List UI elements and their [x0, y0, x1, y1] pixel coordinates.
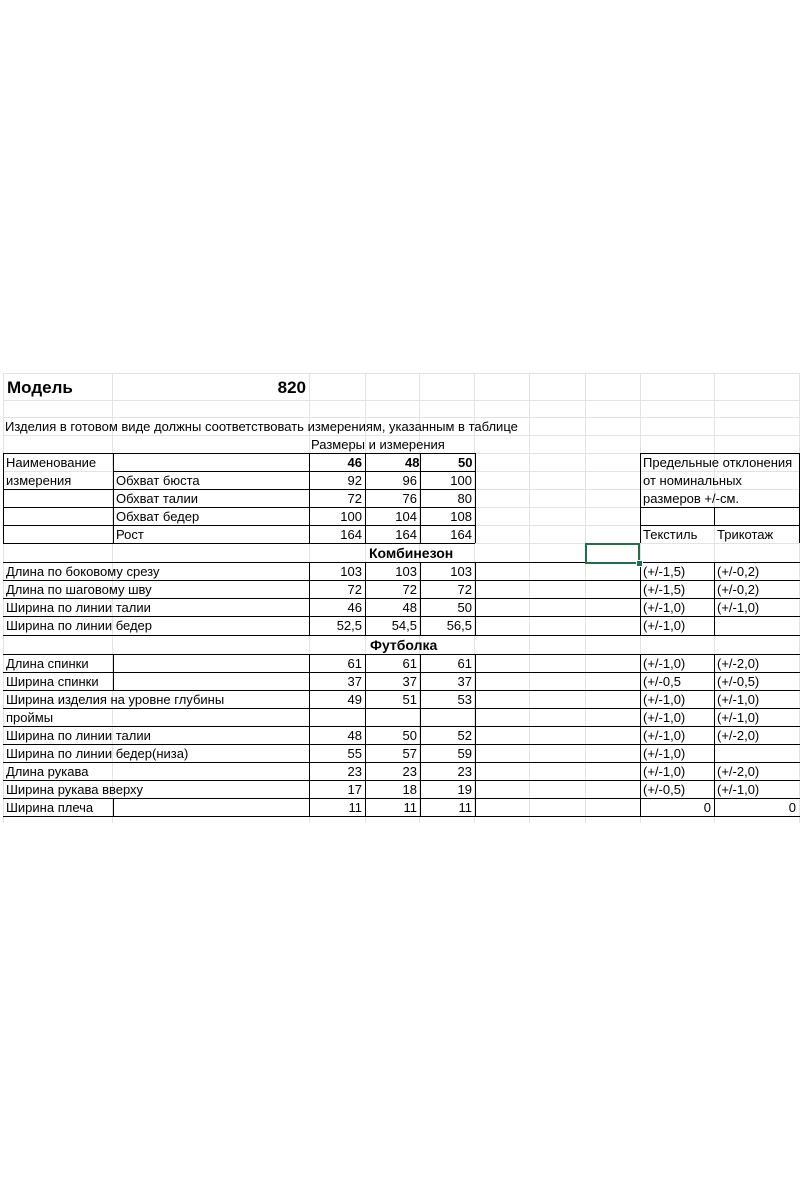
cell-border [113, 798, 114, 816]
textile-tolerance: (+/-0,5 [643, 674, 681, 689]
cell-border [420, 654, 421, 816]
requirements-note: Изделия в готовом виде должны соответствовать измерениям, указанным в таблице [5, 419, 518, 434]
cell-border [309, 654, 310, 816]
measure-label: Рост [116, 527, 144, 542]
knit-tolerance: (+/-1,0) [717, 600, 760, 615]
knit-tolerance: (+/-0,2) [717, 582, 760, 597]
jumpsuit-value: 103 [395, 564, 417, 579]
jumpsuit-value: 72 [402, 582, 417, 597]
cell-border [3, 690, 800, 691]
measure-value: 72 [347, 491, 362, 506]
tshirt-value: 11 [348, 800, 362, 815]
model-number: 820 [277, 378, 306, 397]
tshirt-value: 37 [347, 674, 362, 689]
jumpsuit-title: Комбинезон [369, 545, 454, 561]
cell-border [3, 580, 800, 581]
textile-tolerance: (+/-1,0) [643, 618, 686, 633]
name-header-line1: Наименование [6, 455, 97, 470]
cell-border [309, 453, 310, 543]
tshirt-value: 11 [458, 800, 472, 815]
jumpsuit-value: 103 [340, 564, 362, 579]
knit-header: Трикотаж [717, 527, 774, 542]
jumpsuit-value: 48 [402, 600, 417, 615]
jumpsuit-value: 52,5 [336, 618, 362, 633]
measure-value: 108 [450, 509, 472, 524]
cell-border [365, 453, 366, 543]
measure-value: 164 [340, 527, 362, 542]
cell-border [3, 654, 800, 655]
cell-border [3, 525, 475, 526]
measure-value: 100 [340, 509, 362, 524]
tshirt-value: 23 [347, 764, 362, 779]
cell-border [113, 654, 114, 690]
cell-border [309, 562, 310, 635]
cell-border [714, 507, 715, 525]
measure-value: 92 [347, 473, 362, 488]
measure-value: 76 [402, 491, 417, 506]
cell-border [640, 453, 799, 454]
size-50: 50 [458, 455, 473, 470]
jumpsuit-value: 46 [347, 600, 362, 615]
measure-value: 96 [402, 473, 417, 488]
cell-border [640, 654, 641, 816]
gridline [3, 400, 800, 401]
textile-tolerance: (+/-0,5) [643, 782, 686, 797]
jumpsuit-value: 54,5 [391, 618, 417, 633]
knit-tolerance: (+/-0,5) [717, 674, 760, 689]
gridline [3, 417, 800, 418]
tshirt-value: 50 [402, 728, 417, 743]
knit-tolerance: (+/-1,0) [717, 692, 760, 707]
fill-handle[interactable] [636, 560, 643, 567]
cell-border [3, 816, 800, 817]
jumpsuit-value: 72 [457, 582, 472, 597]
tolerance-line2: от номинальных [643, 473, 742, 488]
jumpsuit-value: 56,5 [446, 618, 472, 633]
tshirt-value: 59 [457, 746, 472, 761]
tshirt-value: 61 [347, 656, 362, 671]
cell-border [3, 453, 4, 543]
jumpsuit-value: 103 [450, 564, 472, 579]
tshirt-value: 55 [347, 746, 362, 761]
cell-border [640, 562, 641, 635]
measure-label: Обхват бедер [116, 509, 200, 524]
textile-tolerance: (+/-1,0) [643, 600, 686, 615]
measure-value: 104 [395, 509, 417, 524]
tshirt-value: 23 [457, 764, 472, 779]
knit-tolerance: (+/-2,0) [717, 728, 760, 743]
cell-border [640, 525, 799, 526]
jumpsuit-value: 72 [347, 582, 362, 597]
spreadsheet-grid[interactable] [3, 373, 800, 823]
tshirt-value: 52 [457, 728, 472, 743]
cell-border [3, 616, 800, 617]
cell-border [3, 708, 800, 709]
measure-value: 164 [395, 527, 417, 542]
tshirt-value: 18 [402, 782, 417, 797]
tshirt-row-label: Ширина рукава вверху [6, 782, 144, 797]
cell-border [3, 798, 800, 799]
cell-border [420, 562, 421, 635]
tshirt-value: 57 [402, 746, 417, 761]
cell-border [3, 562, 800, 563]
knit-tolerance: (+/-2,0) [717, 656, 760, 671]
cell-border [3, 489, 475, 490]
tshirt-value: 37 [402, 674, 417, 689]
cell-border [3, 726, 800, 727]
textile-tolerance: (+/-1,0) [643, 656, 686, 671]
cell-border [365, 654, 366, 816]
selected-cell[interactable] [585, 543, 640, 564]
cell-border [113, 453, 114, 543]
cell-border [475, 562, 476, 635]
cell-border [475, 453, 476, 543]
textile-tolerance: (+/-1,0) [643, 746, 686, 761]
cell-border [640, 507, 799, 508]
tshirt-value: 61 [402, 656, 417, 671]
tshirt-row-label: Длина рукава [6, 764, 89, 779]
tshirt-value: 53 [457, 692, 472, 707]
gridline [3, 435, 800, 436]
tshirt-row-label: Ширина изделия на уровне глубины [6, 692, 225, 707]
textile-tolerance: (+/-1,5) [643, 582, 686, 597]
model-label: Модель [7, 378, 73, 397]
cell-border [420, 453, 421, 543]
cell-border [3, 543, 475, 544]
jumpsuit-row-label: Длина по боковому срезу [6, 564, 160, 579]
textile-tolerance: (+/-1,5) [643, 564, 686, 579]
tshirt-value: 23 [402, 764, 417, 779]
cell-border [3, 672, 800, 673]
gridline [3, 373, 800, 374]
tshirt-value: 61 [457, 656, 472, 671]
cell-border [714, 654, 715, 816]
textile-tolerance: (+/-1,0) [643, 728, 686, 743]
textile-tolerance: (+/-1,0) [643, 764, 686, 779]
cell-border [3, 598, 800, 599]
measure-value: 164 [450, 527, 472, 542]
textile-tolerance: (+/-1,0) [643, 692, 686, 707]
cell-border [640, 453, 641, 543]
size-48: 48 [405, 455, 420, 470]
jumpsuit-row-label: Ширина по линии бедер [6, 618, 153, 633]
cell-border [3, 635, 800, 636]
tshirt-value: 48 [347, 728, 362, 743]
jumpsuit-row-label: Длина по шаговому шву [6, 582, 152, 597]
tolerance-line1: Предельные отклонения [643, 455, 793, 470]
cell-border [3, 507, 475, 508]
tolerance-line3: размеров +/-см. [643, 491, 740, 506]
cell-border [3, 762, 800, 763]
tshirt-value: 51 [402, 692, 417, 707]
jumpsuit-row-label: Ширина по линии талии [6, 600, 151, 615]
measure-label: Обхват бюста [116, 473, 200, 488]
tshirt-row-label: проймы [6, 710, 54, 725]
knit-tolerance: 0 [788, 800, 796, 815]
textile-header: Текстиль [643, 527, 698, 542]
measure-label: Обхват талии [116, 491, 199, 506]
tshirt-value: 11 [403, 800, 417, 815]
measure-value: 80 [457, 491, 472, 506]
tshirt-row-label: Ширина спинки [6, 674, 99, 689]
cell-border [3, 453, 475, 454]
tshirt-value: 17 [347, 782, 362, 797]
knit-tolerance: (+/-1,0) [717, 710, 760, 725]
cell-border [365, 562, 366, 635]
tshirt-row-label: Длина спинки [6, 656, 89, 671]
tshirt-row-label: Ширина по линии бедер(низа) [6, 746, 189, 761]
sizes-caption: Размеры и измерения [311, 437, 445, 452]
tshirt-value: 37 [457, 674, 472, 689]
tshirt-title: Футболка [370, 637, 438, 653]
cell-border [714, 562, 715, 635]
tshirt-row-label: Ширина по линии талии [6, 728, 151, 743]
textile-tolerance: 0 [703, 800, 711, 815]
knit-tolerance: (+/-0,2) [717, 564, 760, 579]
tshirt-value: 49 [347, 692, 362, 707]
tshirt-row-label: Ширина плеча [6, 800, 94, 815]
cell-border [3, 744, 800, 745]
tshirt-value: 19 [457, 782, 472, 797]
cell-border [3, 780, 800, 781]
name-header-line2: измерения [6, 473, 72, 488]
jumpsuit-value: 50 [457, 600, 472, 615]
textile-tolerance: (+/-1,0) [643, 710, 686, 725]
measure-value: 100 [450, 473, 472, 488]
knit-tolerance: (+/-1,0) [717, 782, 760, 797]
cell-border [475, 654, 476, 816]
size-46: 46 [347, 455, 362, 470]
knit-tolerance: (+/-2,0) [717, 764, 760, 779]
